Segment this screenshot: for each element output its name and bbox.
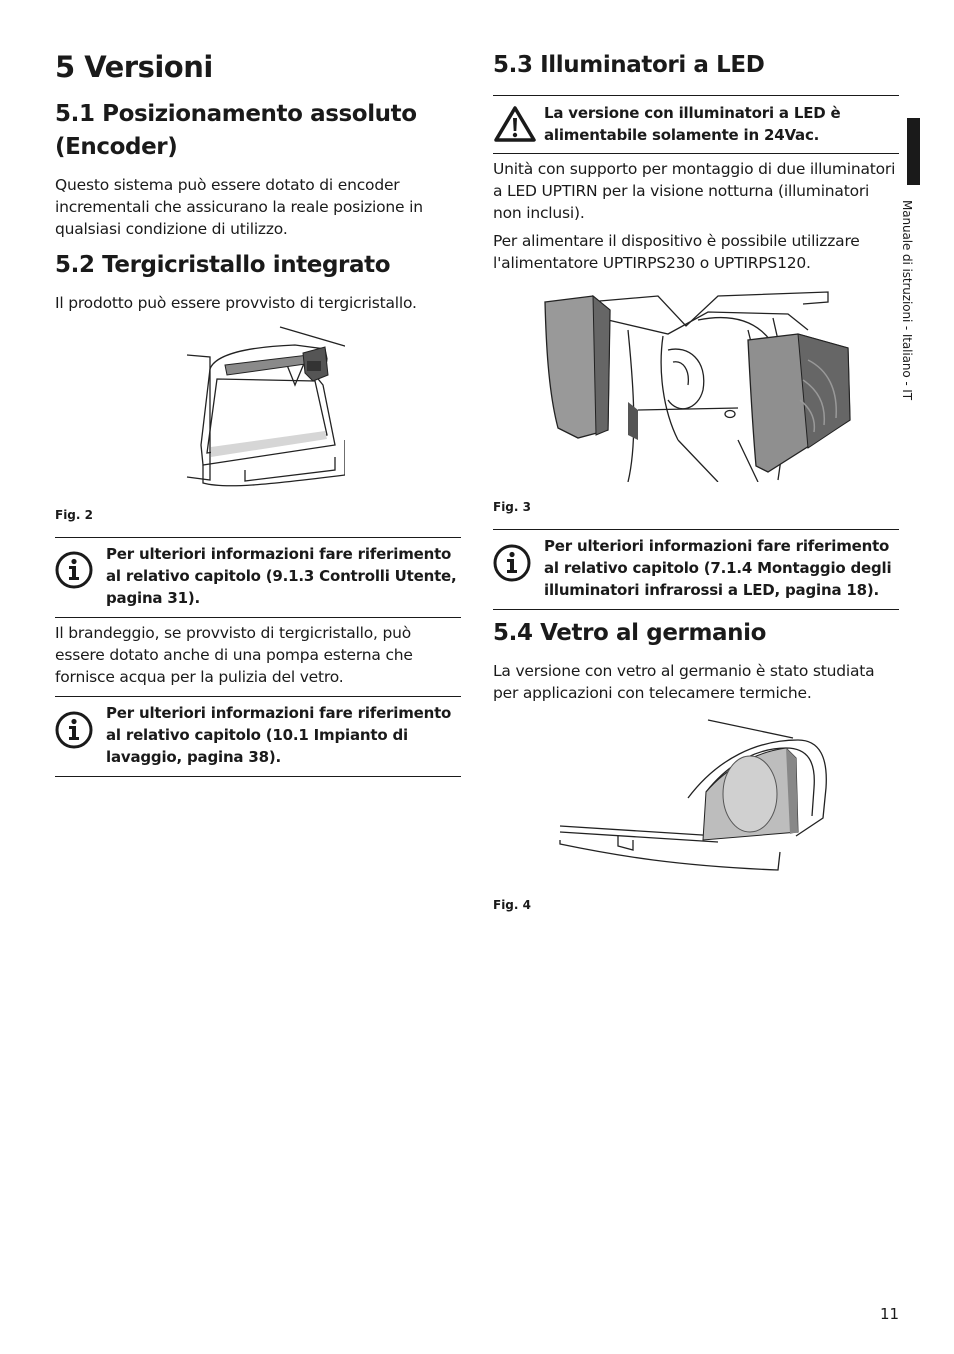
section-5-3-title: 5.3 Illuminatori a LED xyxy=(493,52,765,78)
info-note-2 xyxy=(55,696,461,777)
info-note-2-text: Per ulteriori informazioni fare riferimento al relativo capitolo (10.1 Impianto di lavaggio, pagina 38). xyxy=(106,704,452,766)
side-tab-marker xyxy=(907,118,920,185)
warning-note xyxy=(493,95,899,154)
section-5-1-title-line2: (Encoder) xyxy=(55,134,178,160)
section-5-4-body: La versione con vetro al germanio è stato studiata per applicazioni con telecamere termiche. xyxy=(493,662,875,702)
warning-note-text: La versione con illuminatori a LED è alimentabile solamente in 24Vac. xyxy=(544,104,841,144)
info-note-1-text: Per ulteriori informazioni fare riferimento al relativo capitolo (9.1.3 Controlli Utente, pagina 31). xyxy=(106,545,457,607)
info-note-1 xyxy=(55,537,461,618)
info-icon xyxy=(493,544,531,582)
figure-2-wiper-housing xyxy=(185,325,345,490)
warning-icon xyxy=(493,105,537,143)
figure-4-germanium-housing xyxy=(558,718,833,878)
side-label: Manuale di istruzioni - Italiano - IT xyxy=(900,200,914,400)
figure-2-label: Fig. 2 xyxy=(55,508,93,522)
section-5-2-title: 5.2 Tergicristallo integrato xyxy=(55,252,391,278)
info-note-3-text: Per ulteriori informazioni fare riferimento al relativo capitolo (7.1.4 Montaggio degli illuminatori infrarossi a LED, pagina 18). xyxy=(544,537,892,599)
section-5-3-body2: Per alimentare il dispositivo è possibile utilizzare l'alimentatore UPTIRPS230 o UPTIRPS120. xyxy=(493,232,860,272)
figure-3-label: Fig. 3 xyxy=(493,500,531,514)
section-5-4-title: 5.4 Vetro al germanio xyxy=(493,620,767,646)
section-5-2-body: Il prodotto può essere provvisto di tergicristallo. xyxy=(55,294,417,312)
section-5-1-title-line1: 5.1 Posizionamento assoluto xyxy=(55,101,417,127)
info-icon xyxy=(55,711,93,749)
figure-4-label: Fig. 4 xyxy=(493,898,531,912)
page-number: 11 xyxy=(880,1305,900,1323)
section-5-1-body: Questo sistema può essere dotato di encoder incrementali che assicurano la reale posizione in qualsiasi condizione di utilizzo. xyxy=(55,176,423,238)
chapter-title: 5 Versioni xyxy=(55,50,213,84)
info-note-3 xyxy=(493,529,899,610)
section-5-3-body1: Unità con supporto per montaggio di due illuminatori a LED UPTIRN per la visione notturna (illuminatori non inclusi). xyxy=(493,160,896,222)
info-icon xyxy=(55,551,93,589)
figure-3-led-illuminators xyxy=(538,290,858,482)
section-5-2-body2: Il brandeggio, se provvisto di tergicristallo, può essere dotato anche di una pompa esterna che fornisce acqua per la pulizia del vetro. xyxy=(55,624,413,686)
